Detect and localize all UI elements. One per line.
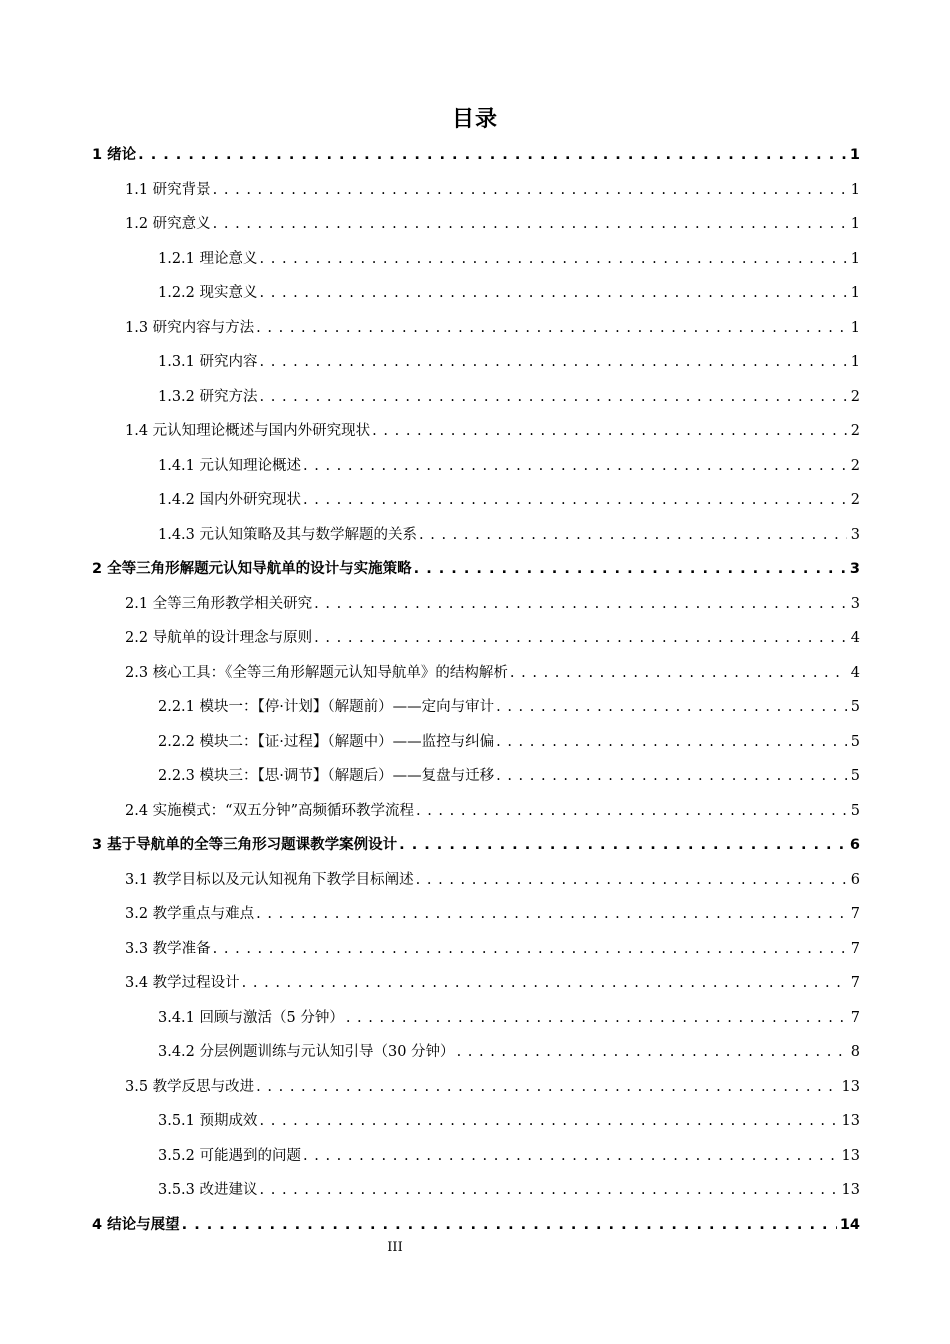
toc-entry-label: 3.5.2 可能遇到的问题 xyxy=(158,1147,302,1164)
toc-entry-label: 1.2.1 理论意义 xyxy=(158,250,258,267)
dot-leader xyxy=(414,552,847,586)
dot-leader xyxy=(256,897,847,931)
dot-leader xyxy=(213,932,847,966)
toc-entry[interactable] xyxy=(158,1001,860,1035)
dot-leader xyxy=(256,1070,838,1104)
dot-leader xyxy=(260,1104,839,1138)
toc-entry-label: 1.4.3 元认知策略及其与数学解题的关系 xyxy=(158,526,418,543)
toc-entry[interactable] xyxy=(125,311,860,345)
dot-leader xyxy=(457,1035,847,1069)
toc-entry-page-number: 14 xyxy=(839,1216,860,1233)
toc-entry-label: 2.2.3 模块三：【思·调节】（解题后）——复盘与迁移 xyxy=(158,768,495,784)
dot-leader xyxy=(416,794,847,828)
toc-entry[interactable] xyxy=(158,518,860,552)
toc-entry-label: 1.3.1 研究内容 xyxy=(158,354,258,370)
dot-leader xyxy=(496,690,847,724)
toc-entry-label: 2 全等三角形解题元认知导航单的设计与实施策略 xyxy=(92,561,412,577)
toc-entry-page-number: 1 xyxy=(850,181,860,198)
toc-entry-page-number: 7 xyxy=(850,1009,860,1026)
toc-entry[interactable] xyxy=(158,690,860,724)
toc-entry[interactable] xyxy=(158,1104,860,1138)
toc-entry-label: 1.3 研究内容与方法 xyxy=(125,319,255,336)
toc-entry[interactable] xyxy=(125,794,860,828)
dot-leader xyxy=(260,380,847,414)
toc-entry-page-number: 1 xyxy=(849,147,860,163)
dot-leader xyxy=(399,828,847,862)
page-number-footer: III xyxy=(387,1240,403,1255)
dot-leader xyxy=(138,138,847,172)
toc-entry-page-number: 8 xyxy=(850,1044,860,1060)
toc-entry-page-number: 13 xyxy=(841,1147,860,1164)
toc-entry[interactable] xyxy=(158,345,860,379)
toc-entry[interactable] xyxy=(158,242,860,276)
toc-entry[interactable] xyxy=(125,207,860,241)
toc-entry[interactable] xyxy=(125,1070,860,1104)
toc-entry-page-number: 7 xyxy=(850,906,860,922)
toc-entry-page-number: 13 xyxy=(841,1113,860,1129)
toc-entry-label: 1.4.1 元认知理论概述 xyxy=(158,457,302,474)
toc-entry-page-number: 1 xyxy=(850,354,860,370)
toc-entry-label: 1.4 元认知理论概述与国内外研究现状 xyxy=(125,423,371,439)
toc-entry-page-number: 6 xyxy=(849,837,860,853)
toc-entry-page-number: 6 xyxy=(850,871,860,888)
toc-entry[interactable] xyxy=(158,380,860,414)
dot-leader xyxy=(242,966,847,1000)
toc-entry-label: 3.4.2 分层例题训练与元认知引导（30 分钟） xyxy=(158,1044,455,1060)
toc-entry-page-number: 1 xyxy=(850,319,860,336)
dot-leader xyxy=(372,414,847,448)
toc-entry-label: 3.5.3 改进建议 xyxy=(158,1182,258,1198)
dot-leader xyxy=(303,1139,839,1173)
toc-entry[interactable] xyxy=(158,759,860,793)
toc-entry-page-number: 2 xyxy=(850,492,860,508)
dot-leader xyxy=(303,483,847,517)
toc-entry[interactable] xyxy=(125,863,860,897)
toc-entry[interactable] xyxy=(158,483,860,517)
dot-leader xyxy=(256,311,847,345)
toc-entry-label: 1.1 研究背景 xyxy=(125,181,211,198)
toc-entry-page-number: 2 xyxy=(850,457,860,474)
toc-entry-label: 2.4 实施模式：“双五分钟”高频循环教学流程 xyxy=(125,802,414,819)
toc-entry-label: 3.3 教学准备 xyxy=(125,940,211,957)
toc-entry-label: 2.2.1 模块一：【停·计划】（解题前）——定向与审计 xyxy=(158,699,495,715)
dot-leader xyxy=(182,1208,837,1242)
toc-entry-page-number: 3 xyxy=(849,561,860,577)
toc-entry[interactable] xyxy=(125,656,860,690)
toc-entry-label: 3.2 教学重点与难点 xyxy=(125,906,255,922)
toc-entry-label: 1.2 研究意义 xyxy=(125,216,211,232)
dot-leader xyxy=(260,1173,839,1207)
toc-entry-label: 3.1 教学目标以及元认知视角下教学目标阐述 xyxy=(125,871,414,888)
toc-entry-page-number: 5 xyxy=(850,768,860,784)
toc-entry-page-number: 1 xyxy=(850,216,860,232)
toc-entry[interactable] xyxy=(158,1139,860,1173)
toc-entry-label: 2.3 核心工具：《全等三角形解题元认知导航单》的结构解析 xyxy=(125,664,508,681)
toc-entry[interactable] xyxy=(125,932,860,966)
dot-leader xyxy=(213,173,847,207)
toc-entry-page-number: 2 xyxy=(850,388,860,405)
toc-entry-page-number: 5 xyxy=(850,733,860,750)
toc-entry-page-number: 1 xyxy=(850,285,860,301)
toc-entry-page-number: 3 xyxy=(850,595,860,612)
toc-entry[interactable] xyxy=(158,1035,860,1069)
toc-entry[interactable] xyxy=(125,414,860,448)
dot-leader xyxy=(314,587,847,621)
toc-entry[interactable] xyxy=(158,725,860,759)
toc-entry-label: 3.4 教学过程设计 xyxy=(125,975,240,991)
toc-entry-page-number: 5 xyxy=(850,802,860,819)
toc-entry-page-number: 1 xyxy=(850,250,860,267)
toc-entry-label: 1.4.2 国内外研究现状 xyxy=(158,492,302,508)
toc-entry-page-number: 13 xyxy=(841,1182,860,1198)
toc-entry-label: 2.1 全等三角形教学相关研究 xyxy=(125,595,313,612)
toc-entry-label: 1.2.2 现实意义 xyxy=(158,285,258,301)
toc-entry[interactable] xyxy=(92,828,860,862)
toc-entry-label: 3.5.1 预期成效 xyxy=(158,1113,258,1129)
dot-leader xyxy=(260,276,847,310)
toc-entry-page-number: 7 xyxy=(850,975,860,991)
toc-entry-page-number: 4 xyxy=(850,664,860,681)
dot-leader xyxy=(416,863,847,897)
dot-leader xyxy=(510,656,847,690)
toc-entry-label: 4 结论与展望 xyxy=(92,1216,180,1233)
dot-leader xyxy=(496,759,847,793)
dot-leader xyxy=(260,345,847,379)
toc-entry[interactable] xyxy=(158,1173,860,1207)
toc-entry[interactable] xyxy=(125,621,860,655)
toc-entry-page-number: 7 xyxy=(850,940,860,957)
toc-entry[interactable] xyxy=(158,276,860,310)
toc-entry[interactable] xyxy=(92,1208,860,1242)
toc-entry[interactable] xyxy=(92,552,860,586)
toc-entry[interactable] xyxy=(125,966,860,1000)
dot-leader xyxy=(419,518,847,552)
toc-entry[interactable] xyxy=(125,587,860,621)
toc-entry-page-number: 2 xyxy=(850,423,860,439)
dot-leader xyxy=(496,725,847,759)
toc-entry-label: 3.4.1 回顾与激活（5 分钟） xyxy=(158,1009,344,1026)
dot-leader xyxy=(346,1001,847,1035)
toc-entry[interactable] xyxy=(125,173,860,207)
dot-leader xyxy=(213,207,847,241)
toc-title: 目录 xyxy=(451,107,498,132)
toc-entry-page-number: 5 xyxy=(850,699,860,715)
toc-entry-label: 2.2 导航单的设计理念与原则 xyxy=(125,630,313,646)
toc-entry-label: 3.5 教学反思与改进 xyxy=(125,1078,255,1095)
toc-entry-page-number: 3 xyxy=(850,526,860,543)
toc-entry-label: 2.2.2 模块二：【证·过程】（解题中）——监控与纠偏 xyxy=(158,733,495,750)
dot-leader xyxy=(260,242,847,276)
toc-entry-label: 1.3.2 研究方法 xyxy=(158,388,258,405)
dot-leader xyxy=(314,621,847,655)
toc-entry[interactable] xyxy=(158,449,860,483)
toc-entry-label: 3 基于导航单的全等三角形习题课教学案例设计 xyxy=(92,837,398,853)
toc-entry-label: 1 绪论 xyxy=(92,147,137,163)
toc-entry-page-number: 4 xyxy=(850,630,860,646)
toc-entry[interactable] xyxy=(125,897,860,931)
toc-entry-page-number: 13 xyxy=(841,1078,860,1095)
dot-leader xyxy=(303,449,847,483)
toc-entry[interactable] xyxy=(92,138,860,172)
